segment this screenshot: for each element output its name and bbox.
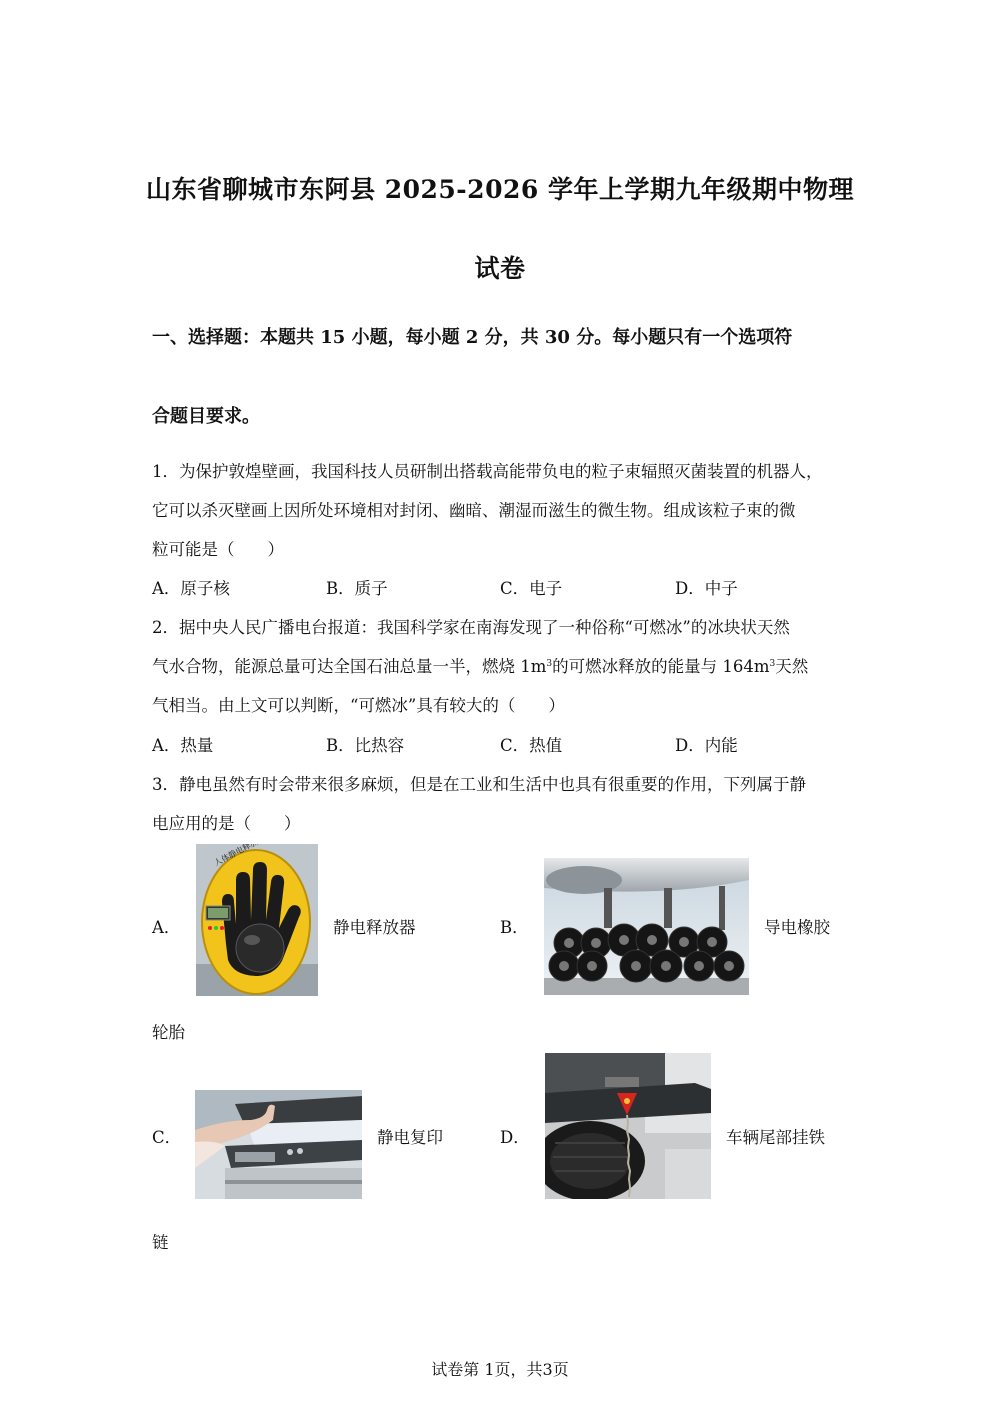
q2-stem-line3: 气相当。由上文可以判断，“可燃冰”具有较大的（ ）: [152, 696, 565, 715]
photocopier-image: [195, 1090, 362, 1199]
q3-option-b-caption: 导电橡胶: [764, 918, 830, 937]
q3-option-c-caption: 静电复印: [377, 1128, 443, 1147]
q1-option-a: A．原子核: [152, 579, 230, 598]
photocopier-illustration: [195, 1090, 362, 1199]
q1-option-d: D．中子: [675, 579, 738, 598]
vehicle-chain-image: [545, 1053, 711, 1199]
q3-option-b-caption-continued: 轮胎: [152, 1023, 185, 1042]
q1-stem-line1: 1．为保护敦煌壁画，我国科技人员研制出搭载高能带负电的粒子束辐照灭菌装置的机器人，: [152, 462, 823, 481]
q3-stem-line2: 电应用的是（ ）: [152, 814, 301, 833]
q3-option-b-letter: B．: [500, 918, 529, 937]
page-footer: 试卷第 1页，共3页: [431, 1360, 569, 1379]
q3-stem-line1: 3．静电虽然有时会带来很多麻烦，但是在工业和生活中也具有很重要的作用，下列属于静: [152, 775, 806, 794]
q2-stem-line1: 2．据中央人民广播电台报道：我国科学家在南海发现了一种俗称“可燃冰”的冰块状天然: [152, 618, 790, 637]
q2-option-d: D．内能: [675, 736, 738, 755]
q2-line2-part-a: 气水合物，能源总量可达全国石油总量一半，燃烧 1m: [152, 657, 547, 676]
q3-option-a-caption: 静电释放器: [333, 918, 416, 937]
static-discharger-illustration: [196, 844, 318, 996]
section-heading-line1: 一、选择题：本题共 15 小题，每小题 2 分，共 30 分。每小题只有一个选项符: [152, 327, 793, 348]
q1-stem-line2: 它可以杀灭壁画上因所处环境相对封闭、幽暗、潮湿而滋生的微生物。组成该粒子束的微: [152, 501, 796, 520]
q2-stem-line2: [152, 653, 862, 677]
q1-option-c: C．电子: [500, 579, 563, 598]
q3-option-d-letter: D．: [500, 1128, 530, 1147]
exam-title-line2: 试卷: [474, 254, 526, 283]
vehicle-chain-illustration: [545, 1053, 711, 1199]
q2-line2-part-c: 天然: [775, 657, 809, 676]
q3-option-c-letter: C．: [152, 1128, 182, 1147]
q1-stem-line3: 粒可能是（ ）: [152, 540, 284, 559]
q2-option-b: B．比热容: [326, 736, 405, 755]
q2-option-a: A．热量: [152, 736, 214, 755]
q3-option-d-caption-continued: 链: [152, 1233, 169, 1252]
aircraft-tyre-image: [544, 858, 749, 995]
q1-option-b: B．质子: [326, 579, 388, 598]
q2-superscript-1: 3: [546, 659, 553, 669]
static-discharger-image: [196, 844, 318, 996]
q2-option-c: C．热值: [500, 736, 563, 755]
q2-superscript-2: 3: [769, 659, 776, 669]
q3-option-a-letter: A．: [152, 918, 181, 937]
exam-title-line1: 山东省聊城市东阿县 2025-2026 学年上学期九年级期中物理: [146, 175, 854, 204]
q2-line2-part-b: 的可燃冰释放的能量与 164m: [552, 657, 770, 676]
section-heading-line2: 合题目要求。: [152, 406, 260, 427]
aircraft-landing-gear-illustration: [544, 858, 749, 995]
q3-option-d-caption: 车辆尾部挂铁: [726, 1128, 825, 1147]
